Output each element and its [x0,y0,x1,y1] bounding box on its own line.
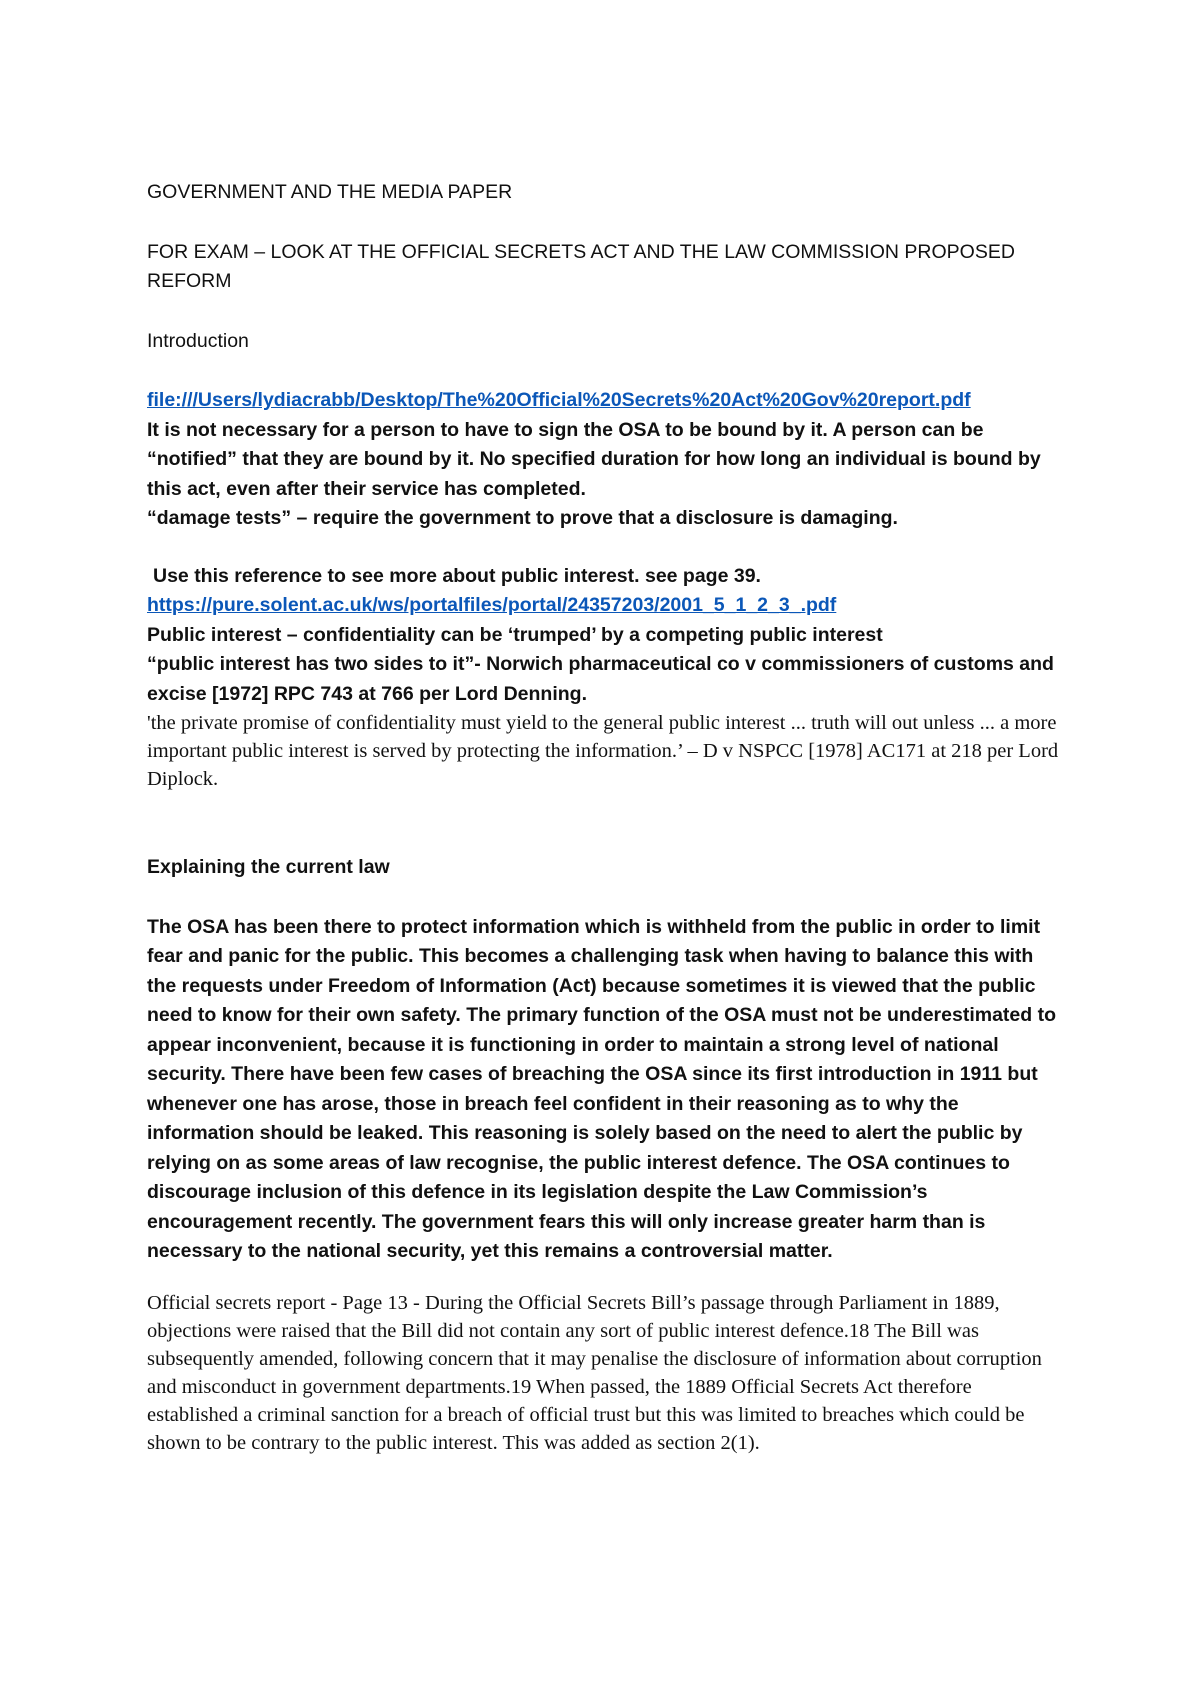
current-law-body: The OSA has been there to protect information which is withheld from the public in order to limit fear and panic for the public. This becomes a challenging task when having to balance this with the requests under Freedom of Information (Act) because sometimes it is viewed that the public need to know for their own safety. The primary function of the OSA must not be underestimated to appear inconvenient, because it is functioning in order to maintain a strong level of national security. There have been few cases of breaching the OSA since its first introduction in 1911 but whenever one has arose, those in breach feel confident in their reasoning as to why the information should be leaked. This reasoning is solely based on the need to alert the public by relying on as some areas of law recognise, the public interest defence. The OSA continues to discourage inclusion of this defence in its legislation despite the Law Commission’s encouragement recently. The government fears this will only increase greater harm than is necessary to the national security, yet this remains a controversial matter. [147,915,1056,1262]
introduction-text: It is not necessary for a person to have to sign the OSA to be bound by it. A person can be “notified” that they are bound by it. No specified duration for how long an individual is bound by this act, even after their service has completed. [147,418,1041,500]
document-page [147,178,1067,1457]
osa-report-link[interactable]: file:///Users/lydiacrabb/Desktop/The%20Official%20Secrets%20Act%20Gov%20report.pdf [147,389,971,411]
solent-reference-link[interactable]: https://pure.solent.ac.uk/ws/portalfiles/portal/24357203/2001_5_1_2_3_.pdf [147,594,837,616]
damage-tests-text: “damage tests” – require the government to prove that a disclosure is damaging. [147,507,898,529]
official-secrets-report-quote: Official secrets report - Page 13 - During the Official Secrets Bill’s passage through Parliament in 1889, objections were raised that the Bill did not contain any sort of public interest defence.18 The Bill was subsequently amended, following concern that it may penalise the disclosure of information about corruption and misconduct in government departments.19 When passed, the 1889 Official Secrets Act therefore established a criminal sanction for a breach of official trust but this was limited to breaches which could be shown to be contrary to the public interest. This was added as section 2(1). [147,1291,1042,1454]
denning-quote: “public interest has two sides to it”- Norwich pharmaceutical co v commissioners of customs and excise [1972] RPC 743 at 766 per Lord Denning. [147,653,1054,705]
exam-note: FOR EXAM – LOOK AT THE OFFICIAL SECRETS ACT AND THE LAW COMMISSION PROPOSED REFORM [147,240,1015,292]
public-interest-text: Public interest – confidentiality can be ‘trumped’ by a competing public interest [147,623,883,646]
introduction-heading: Introduction [147,329,249,352]
reference-note: Use this reference to see more about public interest. see page 39. [153,564,761,587]
page-title: GOVERNMENT AND THE MEDIA PAPER [147,181,513,203]
current-law-heading: Explaining the current law [147,856,390,878]
diplock-quote: 'the private promise of confidentiality must yield to the general public interest ... truth will out unless ... a more important public interest is served by protecting the information.’ – D v NSPCC [1978] AC171 at 218 per Lord Diplock. [147,712,1059,790]
